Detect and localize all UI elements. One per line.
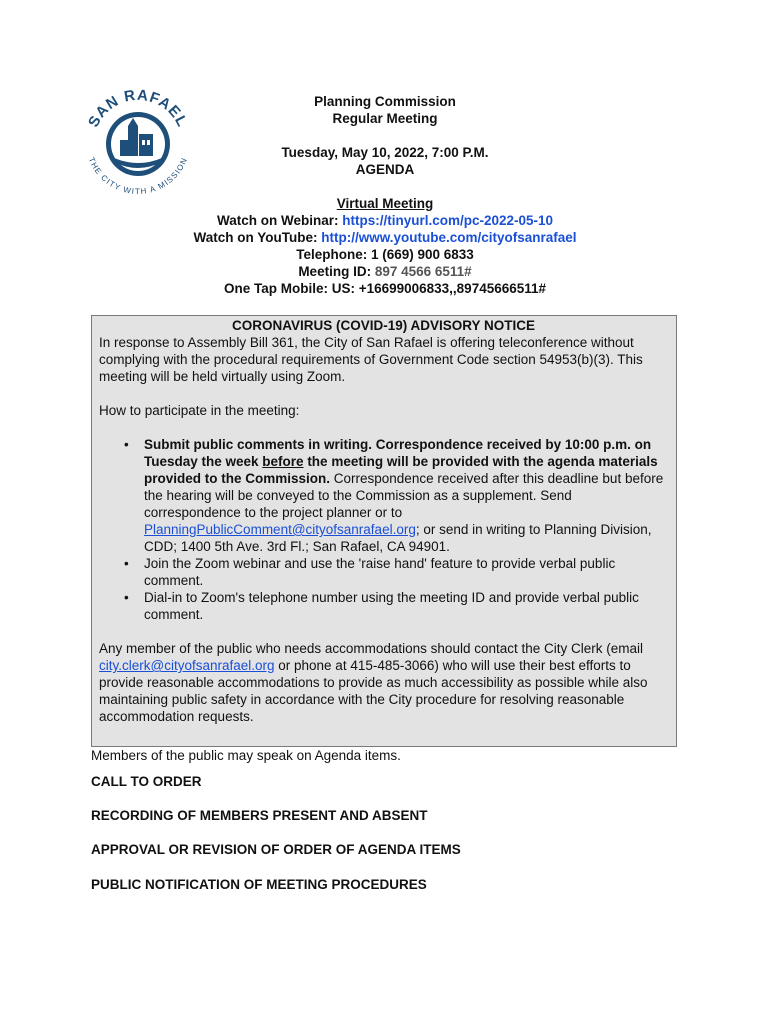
meeting-id-line — [130, 263, 640, 280]
members-note: Members of the public may speak on Agenda items. — [91, 748, 401, 763]
notice-intro: In response to Assembly Bill 361, the City of San Rafael is offering teleconference without complying with the procedural requirements of Government Code section 54953(b)(3). This meeting will be held virtually using Zoom. — [99, 335, 643, 384]
bullet-icon: • — [124, 556, 129, 571]
header-subtitle: Regular Meeting — [332, 111, 438, 126]
access-text-a: Any member of the public who needs accommodations should contact the City Clerk (email — [99, 641, 644, 656]
section-call-to-order: CALL TO ORDER — [91, 774, 202, 789]
youtube-link[interactable]: http://www.youtube.com/cityofsanrafael — [321, 230, 577, 245]
notice-title: CORONAVIRUS (COVID-19) ADVISORY NOTICE — [231, 318, 536, 333]
covid-advisory-notice — [91, 315, 677, 747]
section-approval-order: APPROVAL OR REVISION OF ORDER OF AGENDA ITEMS — [91, 842, 461, 857]
planning-email-link[interactable]: PlanningPublicComment@cityofsanrafael.org — [144, 522, 416, 537]
logo-bottom-text: THE CITY WITH A MISSION — [86, 155, 190, 197]
youtube-label: Watch on YouTube: — [193, 230, 322, 245]
webinar-label: Watch on Webinar: — [216, 213, 343, 228]
agenda-label: AGENDA — [355, 162, 415, 177]
bullet1-bold-a: Submit public comments in writing. Correspondence received by 10:00 p.m. on Tuesday the week — [144, 437, 652, 469]
webinar-line — [130, 212, 640, 229]
youtube-line — [130, 229, 640, 246]
logo-top-text: SAN RAFAEL — [85, 86, 191, 131]
list-item — [124, 555, 668, 589]
bullet3-text: Dial-in to Zoom's telephone number using the meeting ID and provide verbal public comment. — [144, 590, 639, 622]
accommodations-paragraph — [99, 640, 668, 725]
participation-list — [99, 436, 668, 623]
bullet-icon: • — [124, 437, 129, 452]
bullet-icon: • — [124, 590, 129, 605]
agenda-header — [130, 93, 640, 297]
list-item — [124, 436, 668, 555]
clerk-email-link[interactable]: city.clerk@cityofsanrafael.org — [99, 658, 275, 673]
meeting-id-label: Meeting ID: — [298, 264, 375, 279]
access-text-b: or phone at 415-485-3066) who will use their best efforts to provide reasonable accommodations to provide as much accessibility as possible while also maintaining public safety in accordance with the City procedure for resolving reasonable accommodation requests. — [99, 658, 648, 724]
section-public-notification: PUBLIC NOTIFICATION OF MEETING PROCEDURES — [91, 877, 427, 892]
meeting-date: Tuesday, May 10, 2022, 7:00 P.M. — [281, 145, 489, 160]
section-members-present: RECORDING OF MEMBERS PRESENT AND ABSENT — [91, 808, 428, 823]
header-title: Planning Commission — [314, 94, 456, 109]
bullet1-bold-b: the meeting will be provided with the agenda materials provided to the Commission. — [144, 454, 658, 486]
bullet2-text: Join the Zoom webinar and use the 'raise hand' feature to provide verbal public comment. — [144, 556, 616, 588]
bullet1-text-a: Correspondence received after this deadline but before the hearing will be conveyed to the Commission as a supplement. Send correspondence to the project planner or to — [144, 471, 664, 520]
meeting-id-value: 897 4566 6511# — [374, 264, 472, 279]
list-item — [124, 589, 668, 623]
bullet1-text-b: ; or send in writing to Planning Division, CDD; 1400 5th Ave. 3rd Fl.; San Rafael, CA 94901. — [144, 522, 652, 554]
one-tap-line: One Tap Mobile: US: +16699006833,,89745666511# — [223, 281, 547, 296]
bullet1-bold-underlined: before — [262, 454, 304, 469]
notice-how-to: How to participate in the meeting: — [99, 403, 300, 418]
webinar-link[interactable]: https://tinyurl.com/pc-2022-05-10 — [342, 213, 554, 228]
telephone-line: Telephone: 1 (669) 900 6833 — [296, 247, 474, 262]
virtual-meeting-label: Virtual Meeting — [336, 196, 434, 211]
